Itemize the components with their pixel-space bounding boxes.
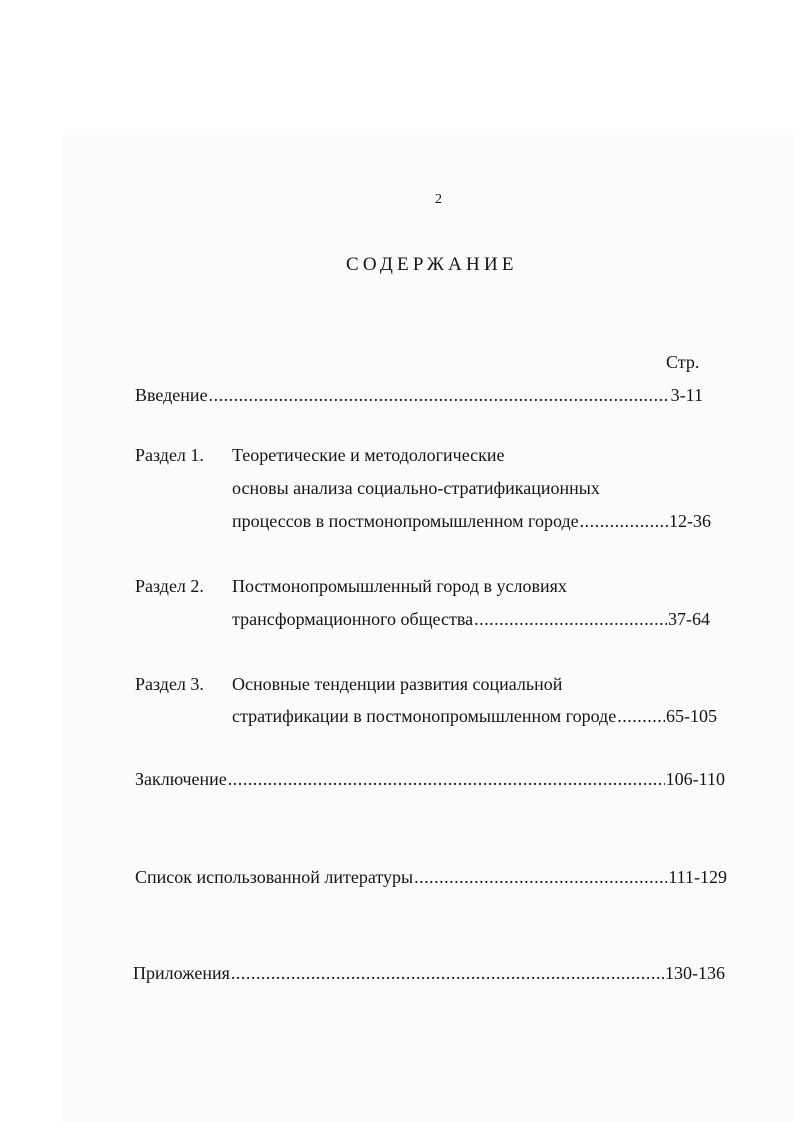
dot-leader — [474, 608, 667, 630]
toc-entry-section-3 — [232, 705, 717, 727]
section-3-title-line-1: Основные тенденции развития социальной — [232, 674, 563, 694]
dot-leader — [231, 962, 664, 984]
toc-entry-section-1 — [232, 510, 711, 532]
toc-entry-title: Введение — [135, 385, 208, 405]
section-2-title-line-1: Постмонопромышленный город в условиях — [232, 576, 567, 596]
page-title: СОДЕРЖАНИЕ — [346, 254, 518, 275]
toc-entry-title: Заключение — [135, 769, 227, 789]
section-1-title-line-1: Теоретические и методологические — [232, 445, 505, 465]
dot-leader — [209, 384, 670, 406]
toc-entry-section-2 — [232, 608, 710, 630]
toc-entry-pages: 3-11 — [670, 385, 703, 405]
dot-leader — [228, 768, 665, 790]
toc-entry-appendices — [133, 962, 725, 984]
section-1-label: Раздел 1. — [135, 445, 204, 465]
toc-entry-references — [135, 866, 727, 888]
toc-entry-pages: 111-129 — [668, 867, 727, 887]
dot-leader — [580, 510, 668, 532]
section-1-title-line-3: процессов в постмонопромышленном городе — [232, 511, 579, 531]
section-2-title-line-2: трансформационного общества — [232, 609, 474, 629]
page-column-label: Стр. — [666, 352, 700, 372]
toc-entry-pages: 65-105 — [666, 706, 717, 726]
toc-entry-intro — [135, 384, 703, 406]
toc-entry-pages: 130-136 — [665, 963, 725, 983]
toc-entry-title: Приложения — [133, 963, 230, 983]
toc-entry-conclusion — [135, 768, 725, 790]
page-number: 2 — [435, 192, 442, 207]
section-2-label: Раздел 2. — [135, 576, 204, 596]
toc-entry-pages: 106-110 — [665, 769, 725, 789]
toc-entry-pages: 12-36 — [669, 511, 711, 531]
section-3-label: Раздел 3. — [135, 674, 204, 694]
dot-leader — [617, 705, 665, 727]
toc-entry-title: Список использованной литературы — [135, 867, 414, 887]
section-3-title-line-2: стратификации в постмонопромышленном городе — [232, 706, 617, 726]
toc-entry-pages: 37-64 — [668, 609, 710, 629]
section-1-title-line-2: основы анализа социально-стратификационных — [232, 478, 600, 498]
dot-leader — [414, 866, 667, 888]
